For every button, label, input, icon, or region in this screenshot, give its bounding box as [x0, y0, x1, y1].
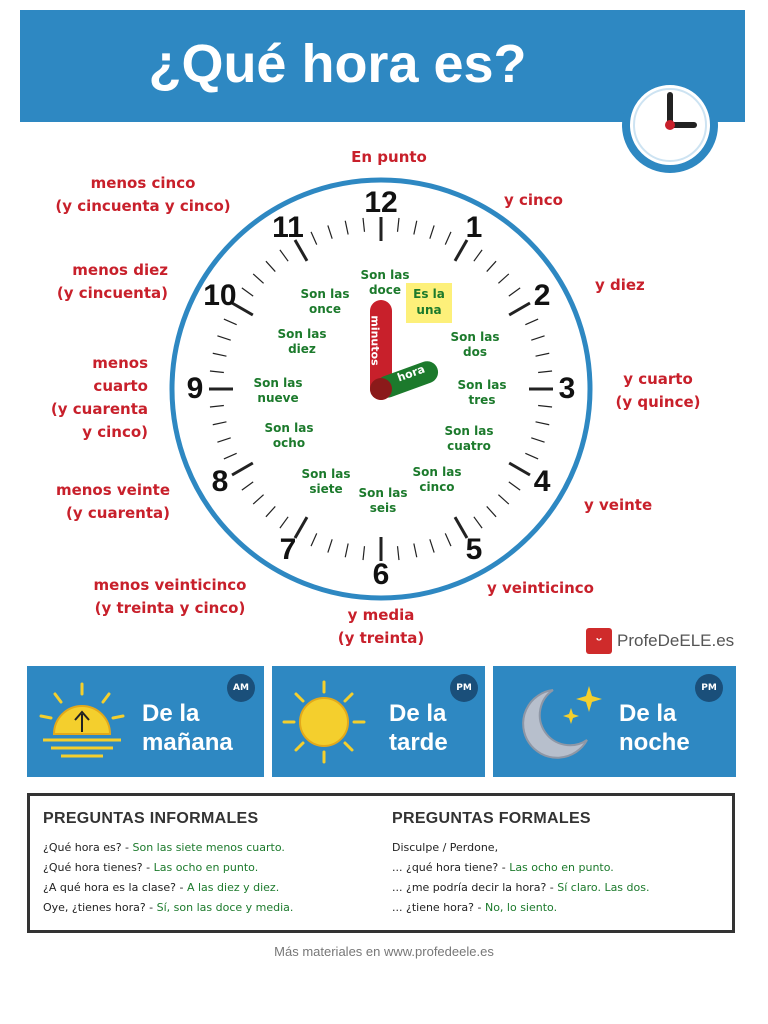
- pm-badge-noche: PM: [695, 674, 723, 702]
- clock-number: 1: [465, 210, 483, 244]
- clock-number: 3: [558, 372, 576, 405]
- hour-hand-label: hora: [395, 362, 427, 385]
- formal-line: ... ¿me podría decir la hora? - Sí claro. Las dos.: [392, 881, 650, 894]
- label-y-veinticinco: y veinticinco: [487, 579, 594, 597]
- label-menos-cinco: menos cinco (y cincuenta y cinco): [55, 174, 231, 215]
- hour-label-9: Son las nueve: [253, 376, 303, 405]
- clock-number: 7: [279, 533, 297, 567]
- formal-line: ... ¿qué hora tiene? - Las ocho en punto.: [392, 861, 614, 874]
- informal-line: Oye, ¿tienes hora? - Sí, son las doce y media.: [43, 901, 294, 914]
- smile-icon: ᵕ: [586, 628, 612, 654]
- informal-title: PREGUNTAS INFORMALES: [43, 810, 259, 827]
- formal-questions: [392, 810, 649, 918]
- am-badge: AM: [227, 674, 255, 702]
- label-menos-veinticinco: menos veinticinco (y treinta y cinco): [93, 576, 247, 617]
- hour-label-2: Son las dos: [450, 330, 500, 359]
- formal-title: PREGUNTAS FORMALES: [392, 810, 591, 827]
- panel-manana: [27, 666, 264, 777]
- formal-line: Disculpe / Perdone,: [392, 841, 499, 854]
- moon-icon: [507, 680, 607, 764]
- informal-questions: [43, 810, 293, 918]
- label-menos-veinte: menos veinte (y cuarenta): [55, 481, 170, 522]
- label-menos-cuarto: menos cuarto (y cuarenta y cinco): [50, 354, 148, 441]
- clock-number: 6: [372, 558, 390, 591]
- panel-manana-title: De la mañana: [142, 700, 233, 756]
- page-title: ¿Qué hora es?: [148, 34, 527, 94]
- sun-icon: [282, 680, 366, 764]
- clock-number: 8: [211, 465, 229, 498]
- label-y-cuarto: y cuarto (y quince): [615, 370, 701, 411]
- hour-label-5: Son las cinco: [412, 465, 462, 494]
- formal-line: ... ¿tiene hora? - No, lo siento.: [392, 901, 558, 914]
- informal-line: ¿A qué hora es la clase? - A las diez y diez.: [43, 881, 280, 894]
- hour-label-8: Son las ocho: [264, 421, 314, 450]
- label-y-veinte: y veinte: [584, 496, 653, 514]
- clock-center: [370, 378, 392, 400]
- hour-label-11: Son las once: [300, 287, 350, 316]
- clock-number: 9: [186, 372, 204, 405]
- hour-label-4: Son las cuatro: [444, 424, 494, 453]
- pm-badge-tarde: PM: [450, 674, 478, 702]
- clock-number: 11: [272, 210, 304, 244]
- label-menos-diez: menos diez (y cincuenta): [56, 261, 168, 302]
- label-y-diez: y diez: [595, 276, 645, 294]
- panel-noche: [493, 666, 736, 777]
- brand-logo: [586, 628, 734, 654]
- minute-hand-label: minutos: [368, 315, 382, 366]
- panel-tarde-title: De la tarde: [389, 700, 448, 756]
- panel-tarde: [272, 666, 485, 777]
- questions-box: [27, 793, 735, 933]
- hour-label-7: Son las siete: [301, 467, 351, 496]
- informal-line: ¿Qué hora tienes? - Las ocho en punto.: [43, 861, 259, 874]
- label-y-cinco: y cinco: [504, 191, 563, 209]
- clock-number: 5: [465, 533, 483, 567]
- panel-noche-title: De la noche: [619, 700, 690, 756]
- label-en-punto: En punto: [351, 148, 427, 166]
- clock-number: 12: [364, 186, 398, 219]
- footer-text: Más materiales en www.profedeele.es: [274, 944, 494, 959]
- clock-number: 4: [533, 465, 551, 498]
- hour-label-12: Son las doce: [360, 268, 410, 297]
- clock-number: 2: [533, 279, 551, 312]
- hour-label-6: Son las seis: [358, 486, 408, 515]
- brand-name: ProfeDeELE.es: [617, 631, 735, 650]
- hour-label-3: Son las tres: [457, 378, 507, 407]
- clock-number: 10: [203, 279, 237, 312]
- informal-line: ¿Qué hora es? - Son las siete menos cuarto.: [43, 841, 285, 854]
- label-y-media: y media (y treinta): [337, 606, 425, 647]
- hour-label-1: Es la una: [406, 283, 452, 323]
- sunrise-icon: [37, 680, 127, 764]
- hour-label-10: Son las diez: [277, 327, 327, 356]
